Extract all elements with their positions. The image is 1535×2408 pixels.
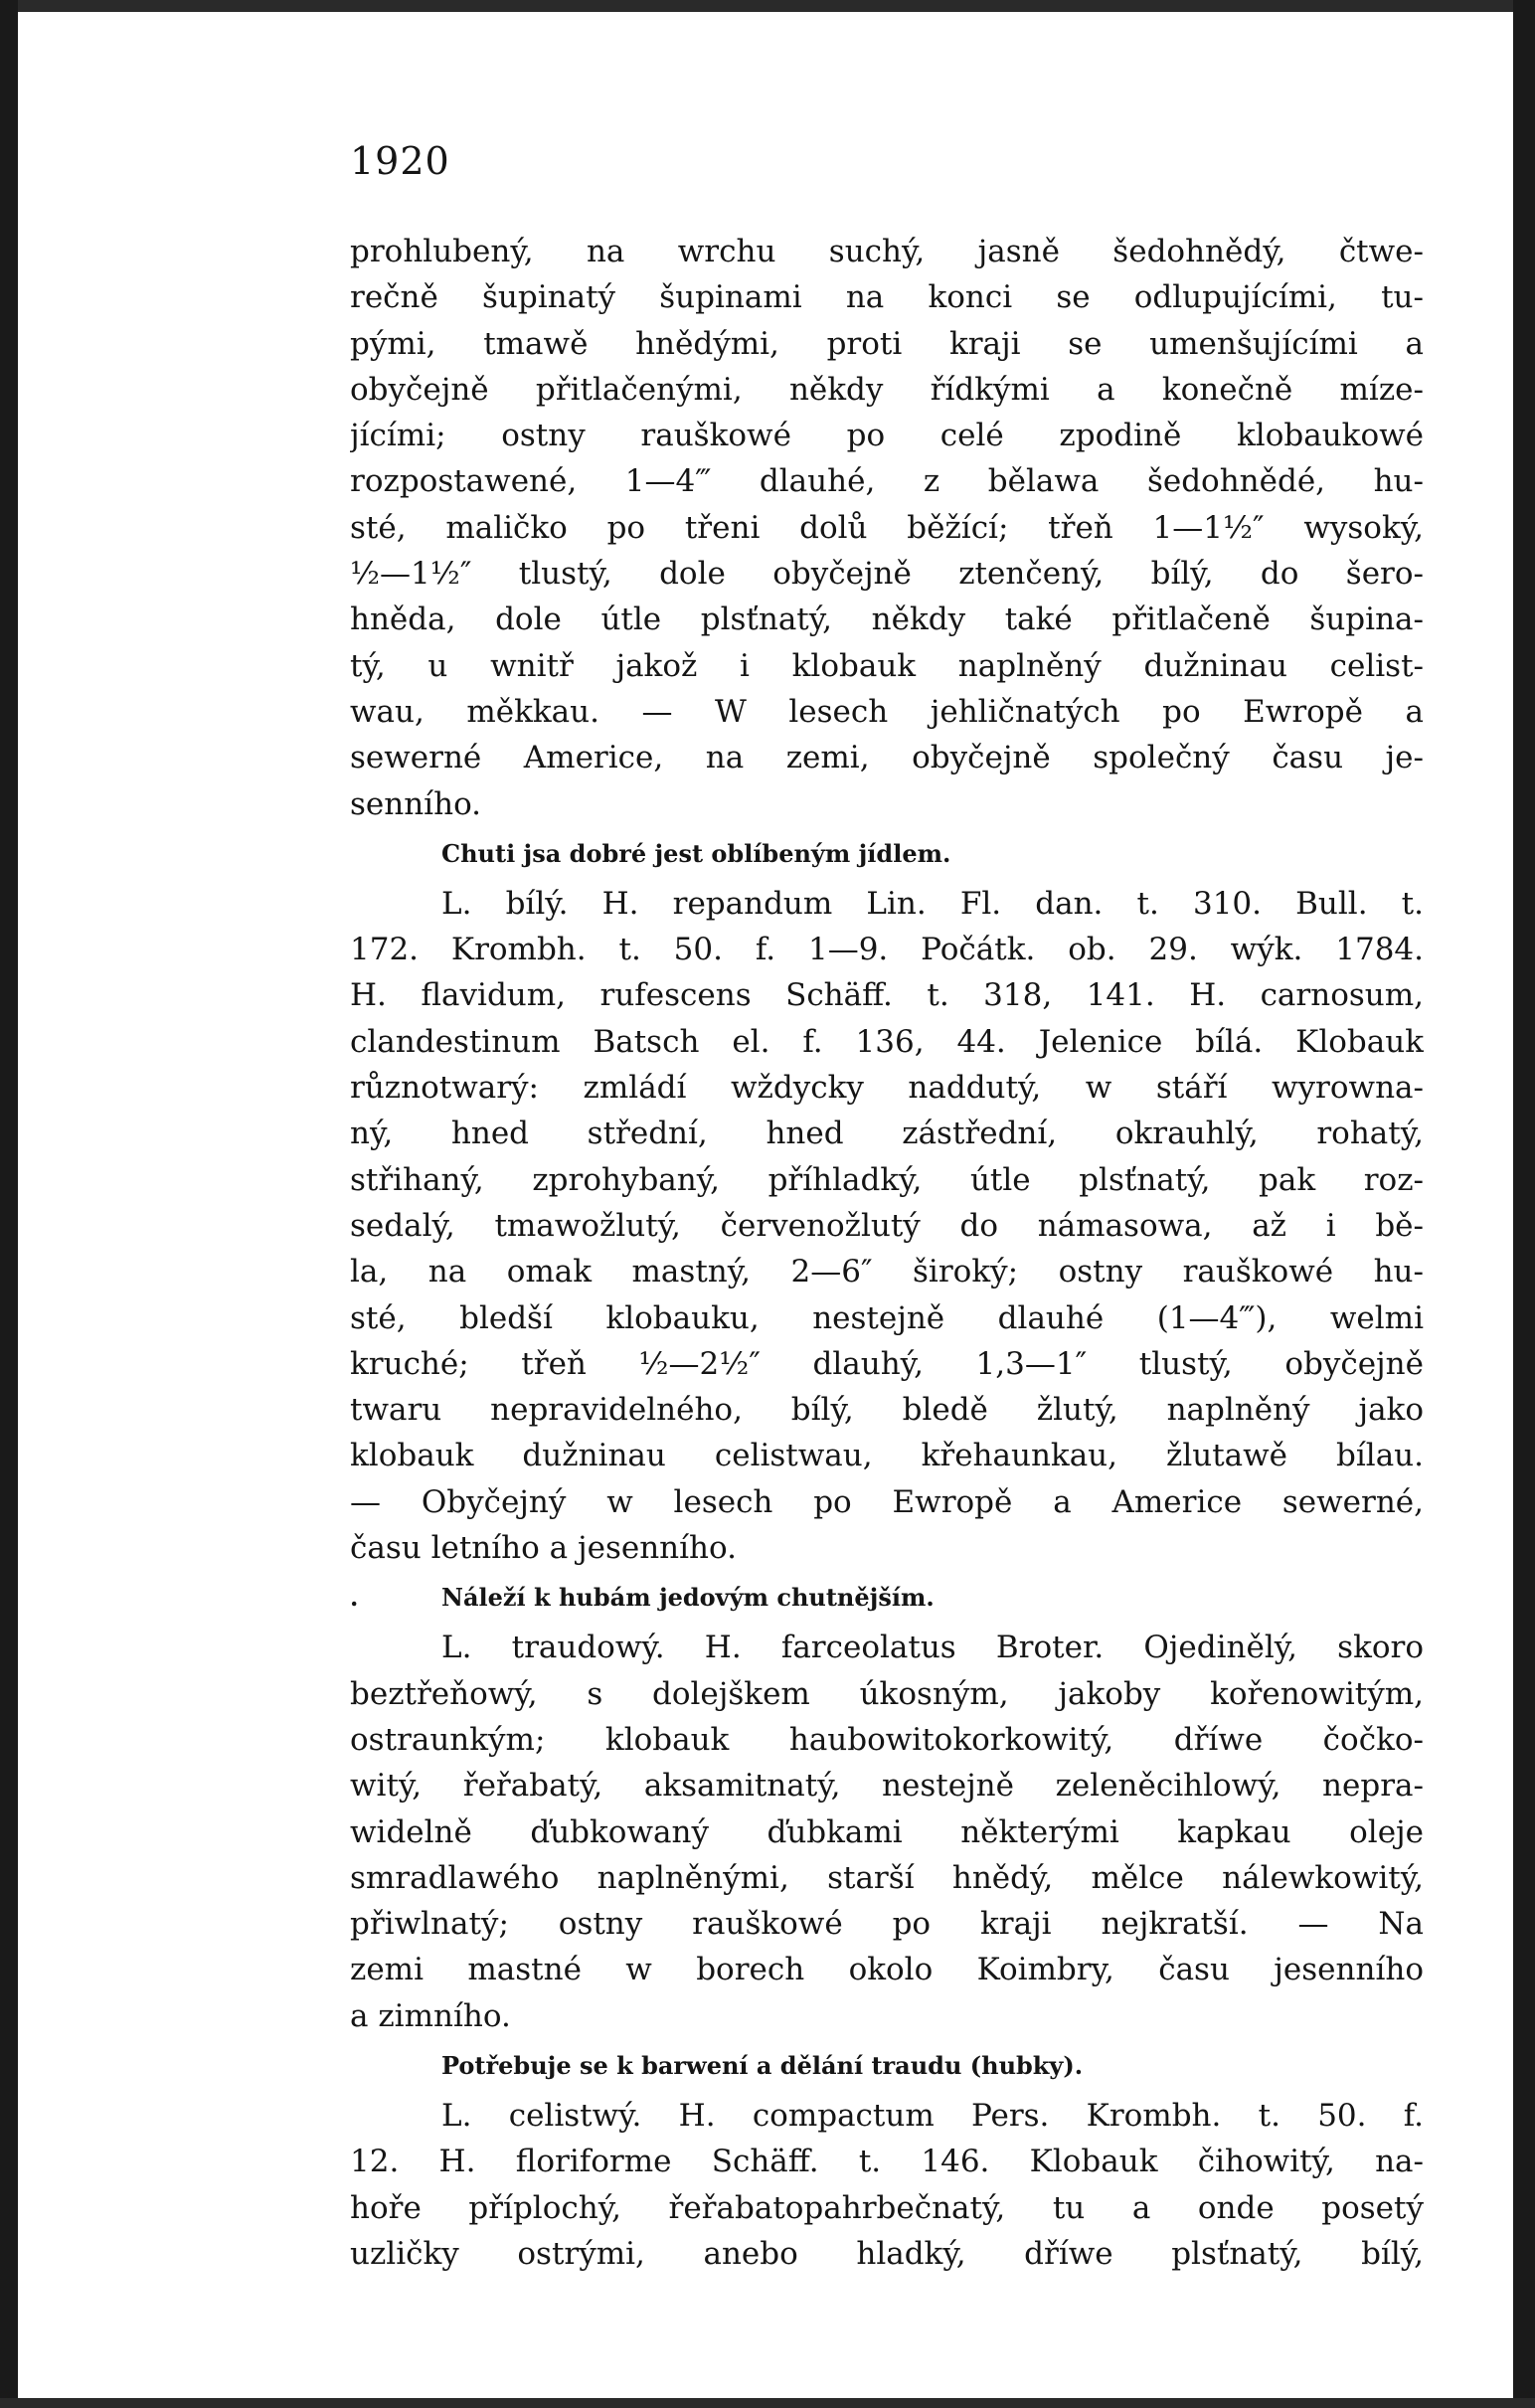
- page-number: 1920: [350, 139, 450, 183]
- text-line: 172. Krombh. t. 50. f. 1—9. Počátk. ob. 29. wýk. 1784.: [350, 932, 1424, 968]
- text-line: sewerné Americe, na zemi, obyčejně společný času je-: [350, 740, 1424, 776]
- usage-note: [350, 1571, 1424, 1625]
- paragraph-3: [350, 1625, 1424, 2093]
- text-line: H. flavidum, rufescens Schäff. t. 318, 141. H. carnosum,: [350, 977, 1424, 1014]
- paragraph-2: [350, 881, 1424, 1625]
- text-line: twaru nepravidelného, bílý, bledě žlutý, naplněný jako: [350, 1392, 1424, 1429]
- text-line: la, na omak mastný, 2—6″ široký; ostny rauškowé hu-: [350, 1254, 1424, 1290]
- scan-border-left: [0, 0, 18, 2408]
- text-line: jícími; ostny rauškowé po celé zpodině klobaukowé: [350, 418, 1424, 454]
- text-line: smradlawého naplněnými, starší hnědý, mělce nálewkowitý,: [350, 1859, 1424, 1896]
- note-prefix: .: [350, 1583, 359, 1613]
- text-line: střihaný, zprohybaný, příhladký, útle plsťnatý, pak roz-: [350, 1161, 1424, 1198]
- text-line: ½—1½″ tlustý, dole obyčejně ztenčený, bílý, do šero-: [350, 556, 1424, 593]
- text-line: sté, bledší klobauku, nestejně dlauhé (1—4‴), welmi: [350, 1299, 1424, 1336]
- text-line: hněda, dole útle plsťnatý, někdy také přitlačeně šupina-: [350, 602, 1424, 638]
- text-line: různotwarý: zmládí wždycky naddutý, w stáří wyrowna-: [350, 1070, 1424, 1107]
- text-line: tý, u wnitř jakož i klobauk naplněný dužninau celist-: [350, 647, 1424, 684]
- text-line: — Obyčejný w lesech po Ewropě a Americe sewerné,: [350, 1483, 1424, 1520]
- text-line: witý, řeřabatý, aksamitnatý, nestejně zeleněcihlowý, nepra-: [350, 1768, 1424, 1805]
- text-line: přiwlnatý; ostny rauškowé po kraji nejkratší. — Na: [350, 1906, 1424, 1943]
- text-line: clandestinum Batsch el. f. 136, 44. Jelenice bílá. Klobauk: [350, 1023, 1424, 1060]
- note-text: Náleží k hubám jedovým chutnějším.: [441, 1583, 935, 1613]
- text-line: widelně ďubkowaný ďubkami některými kapkau oleje: [350, 1813, 1424, 1850]
- text-line: rozpostawené, 1—4‴ dlauhé, z bělawa šedohnědé, hu-: [350, 463, 1424, 500]
- paragraph-4: [350, 2093, 1424, 2277]
- text-line: senního.: [350, 785, 482, 822]
- text-line: sté, maličko po třeni dolů běžící; třeň 1—1½″ wysoký,: [350, 509, 1424, 546]
- scan-border-right: [1513, 0, 1535, 2408]
- text-line: kruché; třeň ½—2½″ dlauhý, 1,3—1″ tlustý, obyčejně: [350, 1345, 1424, 1382]
- text-line: uzličky ostrými, anebo hladký, dříwe plsťnatý, bílý,: [350, 2235, 1424, 2272]
- text-line: L. traudowý. H. farceolatus Broter. Ojedinělý, skoro: [441, 1630, 1424, 1666]
- text-line: klobauk dužninau celistwau, křehaunkau, žlutawě bílau.: [350, 1438, 1424, 1474]
- text-line: času letního a jesenního.: [350, 1530, 737, 1567]
- text-line: a zimního.: [350, 1997, 511, 2034]
- text-line: obyčejně přitlačenými, někdy řídkými a konečně míze-: [350, 371, 1424, 408]
- text-line: ostraunkým; klobauk haubowitokorkowitý, dříwe čočko-: [350, 1721, 1424, 1758]
- usage-note: Potřebuje se k barwení a dělání traudu (hubky).: [441, 2050, 1084, 2080]
- text-line: rečně šupinatý šupinami na konci se odlupujícími, tu-: [350, 279, 1424, 316]
- text-line: hoře příplochý, řeřabatopahrbečnatý, tu a onde posetý: [350, 2189, 1424, 2226]
- text-line: zemi mastné w borech okolo Koimbry, času jesenního: [350, 1952, 1424, 1988]
- text-line: pými, tmawě hnědými, proti kraji se umenšujícími a: [350, 325, 1424, 362]
- text-line: L. celistwý. H. compactum Pers. Krombh. t. 50. f.: [441, 2097, 1424, 2134]
- paragraph-1: [350, 229, 1424, 881]
- usage-note: Chuti jsa dobré jest oblíbeným jídlem.: [441, 838, 951, 868]
- text-line: L. bílý. H. repandum Lin. Fl. dan. t. 310. Bull. t.: [441, 885, 1424, 922]
- text-line: sedalý, tmawožlutý, červenožlutý do námasowa, až i bě-: [350, 1207, 1424, 1244]
- text-line: ný, hned střední, hned zástřední, okrauhlý, rohatý,: [350, 1116, 1424, 1152]
- text-line: beztřeňowý, s dolejškem úkosným, jakoby kořenowitým,: [350, 1675, 1424, 1712]
- text-line: 12. H. floriforme Schäff. t. 146. Klobauk čihowitý, na-: [350, 2144, 1424, 2180]
- page-body: [350, 229, 1424, 2277]
- scan-border-top: [0, 0, 1535, 12]
- text-line: prohlubený, na wrchu suchý, jasně šedohnědý, čtwe-: [350, 234, 1424, 269]
- scan-border-bottom: [0, 2398, 1535, 2408]
- text-line: wau, měkkau. — W lesech jehličnatých po Ewropě a: [350, 693, 1424, 730]
